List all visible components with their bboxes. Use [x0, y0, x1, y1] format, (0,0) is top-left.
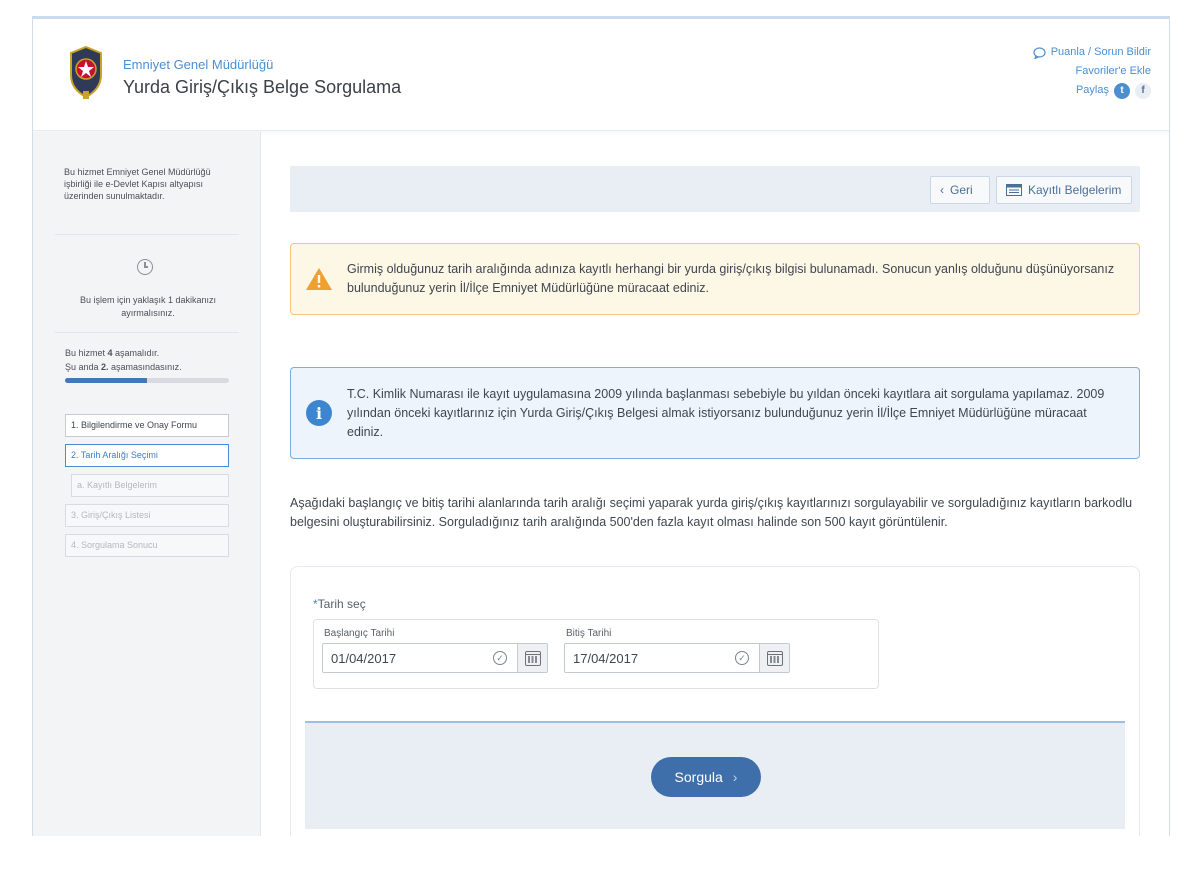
current-step-text: Şu anda 2. aşamasındasınız. — [65, 362, 182, 372]
date-select-label: *Tarih seç — [313, 597, 366, 611]
sidebar-divider — [55, 234, 239, 235]
org-name[interactable]: Emniyet Genel Müdürlüğü — [123, 57, 274, 72]
calendar-icon — [525, 651, 541, 666]
end-date-value[interactable]: 17/04/2017 — [573, 650, 639, 666]
sidebar-intro: Bu hizmet Emniyet Genel Müdürlüğü işbirliği ile e-Devlet Kapısı altyapısı üzerinden sunulmaktadır. — [64, 167, 211, 201]
warning-alert — [290, 243, 1140, 315]
share-label: Paylaş — [1075, 84, 1109, 96]
end-date-calendar-button[interactable] — [759, 644, 789, 672]
date-form — [290, 566, 1140, 836]
calendar-icon — [767, 651, 783, 666]
police-emblem-icon — [67, 45, 105, 101]
facebook-icon[interactable]: f — [1135, 83, 1151, 99]
check-circle-icon: ✓ — [493, 651, 507, 665]
submit-area — [305, 721, 1125, 829]
step-progress-bar — [65, 378, 229, 383]
share-row — [1033, 81, 1151, 100]
start-date-group — [322, 628, 548, 673]
start-date-calendar-button[interactable] — [517, 644, 547, 672]
step-list — [65, 414, 229, 564]
end-date-group — [564, 628, 790, 673]
step-item-3: 3. Giriş/Çıkış Listesi — [65, 504, 229, 527]
end-date-input[interactable] — [564, 643, 790, 673]
clock-icon — [137, 259, 153, 275]
step-item-2a: a. Kayıtlı Belgelerim — [71, 474, 229, 497]
chat-bubble-icon — [1033, 47, 1046, 59]
query-button-label: Sorgula — [674, 769, 723, 785]
info-text: T.C. Kimlik Numarası ile kayıt uygulamasına 2009 yılında başlanması sebebiyle bu yıldan önceki kayıtlara ait sorgulama yapılamaz. 2009 yılından önceki kayıtlarınız için Yurda Giriş/Çıkış Belgesi almak istiyorsanız bulunduğunuz yerin İl/İlçe Emniyet Müdürlüğüne müracaat ediniz. — [347, 386, 1105, 439]
rate-link-label: Puanla / Sorun Bildir — [1050, 46, 1151, 58]
step-item-1[interactable]: 1. Bilgilendirme ve Onay Formu — [65, 414, 229, 437]
query-button[interactable] — [651, 757, 761, 797]
info-alert — [290, 367, 1140, 459]
step-item-2[interactable]: 2. Tarih Aralığı Seçimi — [65, 444, 229, 467]
chevron-right-icon: › — [732, 769, 738, 785]
main-content — [290, 132, 1140, 836]
start-date-input[interactable] — [322, 643, 548, 673]
header — [33, 19, 1169, 131]
back-button-label: Geri — [950, 183, 973, 197]
start-date-value[interactable]: 01/04/2017 — [331, 650, 397, 666]
toolbar — [290, 166, 1140, 212]
favorites-link[interactable] — [1033, 62, 1151, 81]
sidebar — [33, 132, 261, 836]
step-item-4: 4. Sorgulama Sonucu — [65, 534, 229, 557]
date-range-group — [313, 619, 879, 689]
warning-icon — [305, 267, 333, 291]
check-circle-icon: ✓ — [735, 651, 749, 665]
page-frame — [32, 16, 1170, 836]
sidebar-steps-info — [65, 346, 182, 374]
service-title: Yurda Giriş/Çıkış Belge Sorgulama — [123, 77, 402, 97]
steps-count-text: Bu hizmet 4 aşamalıdır. — [65, 348, 160, 358]
end-date-label: Bitiş Tarihi — [566, 628, 612, 639]
header-links — [1033, 43, 1151, 100]
required-mark: * — [313, 597, 318, 611]
start-date-label: Başlangıç Tarihi — [324, 628, 395, 639]
info-icon: i — [306, 400, 332, 426]
twitter-icon[interactable]: t — [1114, 83, 1130, 99]
description-text: Aşağıdaki başlangıç ve bitiş tarihi alanlarında tarih aralığı seçimi yaparak yurda giriş/çıkış kayıtlarınızı sorgulayabilir ve sorguladığınız kayıtların barkodlu belgesini oluşturabilirsiniz. Sorguladığınız tarih aralığında 500'den fazla kayıt olması halinde son 500 kayıt görüntülenir. — [290, 496, 1133, 529]
step-progress-fill — [65, 378, 147, 383]
saved-documents-label: Kayıtlı Belgelerim — [1028, 183, 1122, 197]
chevron-left-icon: ‹ — [940, 183, 944, 197]
sidebar-time-text: Bu işlem için yaklaşık 1 dakikanızı ayırmalısınız. — [79, 295, 217, 318]
document-list-icon — [1006, 184, 1022, 196]
sidebar-divider — [55, 332, 239, 333]
back-button[interactable] — [930, 176, 990, 204]
favorites-link-label: Favoriler'e Ekle — [1075, 65, 1151, 77]
warning-text: Girmiş olduğunuz tarih aralığında adınıza kayıtlı herhangi bir yurda giriş/çıkış bilgisi bulunamadı. Sonucun yanlış olduğunu düşünüyorsanız bulunduğunuz yerin İl/İlçe Emniyet Müdürlüğüne müracaat ediniz. — [347, 262, 1115, 295]
saved-documents-button[interactable] — [996, 176, 1132, 204]
rate-link[interactable] — [1033, 43, 1151, 62]
